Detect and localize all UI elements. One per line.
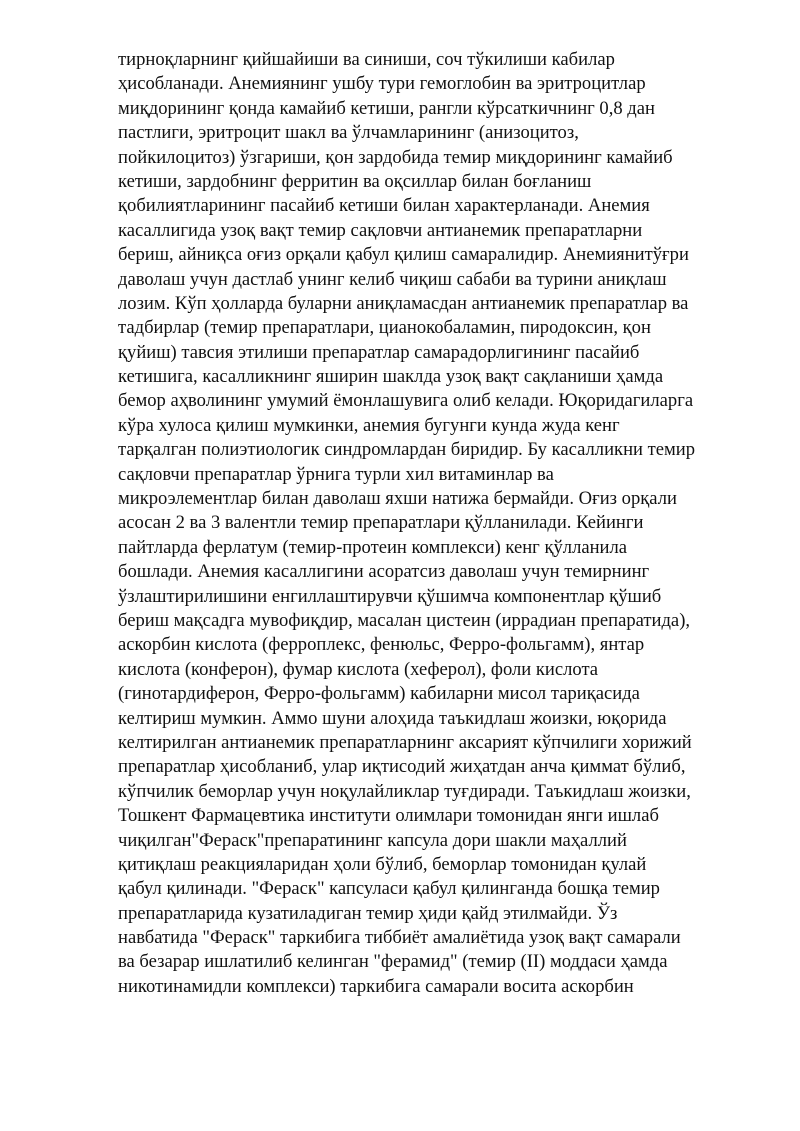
text-line: тадбирлар (темир препаратлари, цианокобаламин, пиродоксин, қон	[118, 317, 651, 339]
text-line: қитиқлаш реакцияларидан ҳоли бўлиб, беморлар томонидан қулай	[118, 853, 647, 875]
text-line: навбатида "Фераск" таркибига тиббиёт амалиётида узоқ вақт самарали	[118, 927, 681, 949]
text-line: пастлиги, эритроцит шакл ва ўлчамларининг (анизоцитоз,	[118, 122, 579, 144]
text-line: Тошкент Фармацевтика институти олимлари томонидан янги ишлаб	[118, 805, 659, 827]
text-line: бемор аҳволининг умумий ёмонлашувига олиб келади. Юқоридагиларга	[118, 390, 694, 412]
text-line: кетиши, зардобнинг ферритин ва оқсиллар билан боғланиш	[118, 170, 592, 192]
text-line: пайтларда ферлатум (темир-протеин комплекси) кенг қўлланила	[118, 536, 628, 558]
text-line: кўпчилик беморлар учун ноқулайликлар туғдиради. Таъкидлаш жоизки,	[118, 780, 691, 802]
text-line: кислота (конферон), фумар кислота (хеферол), фоли кислота	[118, 658, 599, 680]
text-line: қуйиш) тавсия этилиши препаратлар самарадорлигининг пасайиб	[118, 341, 640, 363]
text-line: ва безарар ишлатилиб келинган "ферамид" (темир (II) моддаси ҳамда	[118, 951, 668, 973]
text-line: аскорбин кислота (ферроплекс, фенюльс, Ферро-фольгамм), янтар	[118, 634, 645, 656]
text-line: кўра хулоса қилиш мумкинки, анемия бугунги кунда жуда кенг	[118, 414, 620, 436]
text-line: тирноқларнинг қийшайиши ва синиши, соч тўкилиши кабилар	[118, 49, 615, 70]
body-text	[118, 48, 778, 999]
text-line: қобилиятларининг пасайиб кетиши билан характерланади. Анемия	[118, 195, 650, 217]
text-line: микроэлементлар билан даволаш яхши натижа бермайди. Оғиз орқали	[118, 488, 677, 510]
text-line: касаллигида узоқ вақт темир сақловчи антианемик препаратларни	[118, 219, 643, 241]
text-line: келтириш мумкин. Аммо шуни алоҳида таъкидлаш жоизки, юқорида	[118, 707, 667, 729]
text-line: лозим. Кўп ҳолларда буларни аниқламасдан антианемик препаратлар ва	[118, 292, 689, 314]
text-line: бериш мақсадга мувофиқдир, масалан цистеин (иррадиан препаратида),	[118, 609, 691, 631]
text-line: препаратлар ҳисобланиб, улар иқтисодий жиҳатдан анча қиммат бўлиб,	[118, 756, 686, 778]
text-line: ўзлаштирилишини енгиллаштирувчи қўшимча компонентлар қўшиб	[118, 585, 662, 607]
text-line: чиқилган"Фераск"препаратининг капсула дори шакли маҳаллий	[118, 829, 627, 851]
text-line: қабул қилинади. "Фераск" капсуласи қабул қилинганда бошқа темир	[118, 878, 660, 900]
text-line: ҳисобланади. Анемиянинг ушбу тури гемоглобин ва эритроцитлар	[118, 73, 646, 95]
text-line: даволаш учун дастлаб унинг келиб чиқиш сабаби ва турини аниқлаш	[118, 268, 667, 290]
text-line: кетишига, касалликнинг яширин шаклда узоқ вақт сақланиши ҳамда	[118, 366, 664, 388]
text-line: келтирилган антианемик препаратларнинг аксарият кўпчилиги хорижий	[118, 731, 692, 753]
text-line: бошлади. Анемия касаллигини асоратсиз даволаш учун темирнинг	[118, 561, 650, 583]
text-line: (гинотардиферон, Ферро-фольгамм) кабиларни мисол тариқасида	[118, 683, 640, 705]
text-line: тарқалган полиэтиологик синдромлардан биридир. Бу касалликни темир	[118, 439, 696, 461]
text-line: никотинамидли комплекси) таркибига самарали восита аскорбин	[118, 975, 634, 997]
text-line: миқдорининг қонда камайиб кетиши, рангли кўрсаткичнинг 0,8 дан	[118, 97, 655, 119]
text-line: бериш, айниқса оғиз орқали қабул қилиш самаралидир. Анемиянитўғри	[118, 244, 689, 266]
text-line: асосан 2 ва 3 валентли темир препаратлари қўлланилади. Кейинги	[118, 512, 644, 534]
text-line: пойкилоцитоз) ўзгариши, қон зардобида темир миқдорининг камайиб	[118, 146, 673, 168]
text-line: препаратларида кузатиладиган темир ҳиди қайд этилмайди. Ўз	[118, 902, 618, 924]
text-line: сақловчи препаратлар ўрнига турли хил витаминлар ва	[118, 463, 554, 485]
